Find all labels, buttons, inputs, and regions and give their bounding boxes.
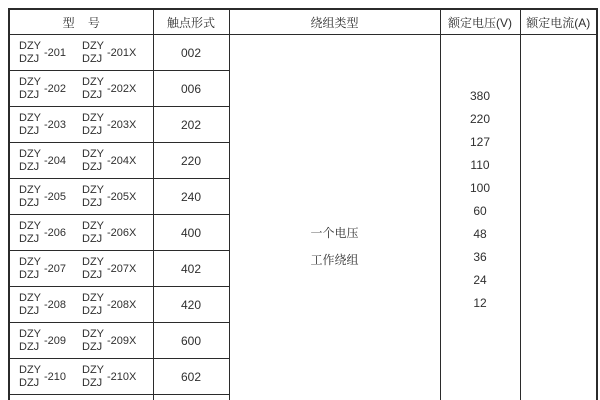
contact-form-cell: 602 xyxy=(153,359,229,395)
model-number: -209X xyxy=(107,334,137,347)
contact-form-cell: 600 xyxy=(153,323,229,359)
model-number: -210X xyxy=(107,370,137,383)
contact-form-cell xyxy=(153,395,229,400)
voltage-value: 24 xyxy=(473,273,487,287)
model-series-top: DZY xyxy=(82,39,104,52)
model-group-variant xyxy=(82,112,145,138)
model-series-stack xyxy=(19,292,41,318)
header-rated-current: 额定电流(A) xyxy=(520,9,597,35)
model-cell-content xyxy=(10,71,153,106)
model-series-stack xyxy=(19,364,41,390)
model-series-bottom: DZJ xyxy=(82,52,103,65)
model-number: -208 xyxy=(44,298,67,311)
model-series-stack xyxy=(82,40,104,66)
model-series-top: DZY xyxy=(19,147,41,160)
model-number: -202X xyxy=(107,82,137,95)
model-series-top: DZY xyxy=(82,327,104,340)
winding-type-line: 工作绕组 xyxy=(310,253,359,267)
model-number: -209 xyxy=(44,334,67,347)
model-cell xyxy=(9,323,153,359)
voltage-value: 100 xyxy=(469,181,491,195)
model-series-bottom: DZJ xyxy=(82,376,103,389)
model-series-stack xyxy=(19,40,41,66)
header-row xyxy=(9,9,597,35)
model-series-bottom: DZJ xyxy=(82,160,103,173)
model-number: -204X xyxy=(107,154,137,167)
voltage-value: 110 xyxy=(470,158,490,172)
model-number: -208X xyxy=(107,298,137,311)
model-number: -205X xyxy=(107,190,137,203)
model-cell-content xyxy=(10,287,153,322)
model-series-bottom: DZJ xyxy=(19,124,40,137)
model-series-top: DZY xyxy=(19,183,41,196)
model-cell xyxy=(9,71,153,107)
model-cell-content xyxy=(10,359,153,394)
model-series-stack xyxy=(82,328,104,354)
model-group-variant xyxy=(82,256,145,282)
model-series-stack xyxy=(82,364,104,390)
model-series-top: DZY xyxy=(19,363,41,376)
header-rated-voltage: 额定电压(V) xyxy=(440,9,520,35)
model-series-stack xyxy=(82,256,104,282)
model-group xyxy=(19,328,82,354)
voltage-value: 380 xyxy=(469,89,491,103)
header-model: 型 号 xyxy=(9,9,153,35)
model-series-stack xyxy=(19,112,41,138)
contact-form-cell: 240 xyxy=(153,179,229,215)
header-contact-form: 触点形式 xyxy=(153,9,229,35)
model-series-stack xyxy=(19,328,41,354)
model-cell xyxy=(9,215,153,251)
model-series-top: DZY xyxy=(82,363,104,376)
model-group-variant xyxy=(82,220,145,246)
model-series-top: DZY xyxy=(82,75,104,88)
table-body xyxy=(9,35,597,400)
model-group-variant xyxy=(82,184,145,210)
model-series-bottom: DZJ xyxy=(19,88,40,101)
model-series-stack xyxy=(82,220,104,246)
model-cell-content xyxy=(10,35,153,70)
model-series-stack xyxy=(19,76,41,102)
model-number: -203X xyxy=(107,118,137,131)
model-number: -204 xyxy=(44,154,67,167)
model-series-top: DZY xyxy=(82,219,104,232)
model-series-stack xyxy=(82,112,104,138)
model-series-top: DZY xyxy=(82,111,104,124)
model-group-variant xyxy=(82,292,145,318)
model-group xyxy=(19,364,82,390)
model-group xyxy=(19,40,82,66)
contact-form-cell: 006 xyxy=(153,71,229,107)
model-series-top: DZY xyxy=(19,111,41,124)
voltage-value: 60 xyxy=(473,204,487,218)
model-number: -203 xyxy=(44,118,67,131)
model-group xyxy=(19,220,82,246)
model-series-top: DZY xyxy=(19,291,41,304)
model-series-top: DZY xyxy=(19,255,41,268)
model-group xyxy=(19,112,82,138)
model-series-stack xyxy=(82,76,104,102)
model-number: -201X xyxy=(107,46,137,59)
model-series-top: DZY xyxy=(19,39,41,52)
model-series-top: DZY xyxy=(82,255,104,268)
model-group xyxy=(19,76,82,102)
model-series-top: DZY xyxy=(19,75,41,88)
contact-form-cell: 220 xyxy=(153,143,229,179)
model-group-variant xyxy=(82,76,145,102)
model-series-bottom: DZJ xyxy=(82,304,103,317)
model-number: -207 xyxy=(44,262,67,275)
model-series-bottom: DZJ xyxy=(82,124,103,137)
model-number: -206X xyxy=(107,226,137,239)
header-winding-type: 绕组类型 xyxy=(229,9,440,35)
model-number: -201 xyxy=(44,46,67,59)
model-series-bottom: DZJ xyxy=(19,232,40,245)
model-number: -210 xyxy=(44,370,67,383)
model-cell xyxy=(9,251,153,287)
model-cell-content xyxy=(10,215,153,250)
model-series-bottom: DZJ xyxy=(82,232,103,245)
model-group xyxy=(19,256,82,282)
voltage-value: 36 xyxy=(473,250,487,264)
model-cell-content xyxy=(10,179,153,214)
model-series-bottom: DZJ xyxy=(82,268,103,281)
model-cell xyxy=(9,107,153,143)
voltage-value: 220 xyxy=(469,112,491,126)
table-row xyxy=(9,35,597,71)
model-series-stack xyxy=(19,148,41,174)
model-cell xyxy=(9,179,153,215)
voltage-list xyxy=(441,35,520,315)
model-series-stack xyxy=(19,220,41,246)
model-group xyxy=(19,148,82,174)
model-series-bottom: DZJ xyxy=(82,196,103,209)
model-cell xyxy=(9,35,153,71)
voltage-value: 127 xyxy=(469,135,491,149)
winding-type-cell xyxy=(229,35,440,400)
voltage-value: 12 xyxy=(473,296,487,310)
model-series-top: DZY xyxy=(82,291,104,304)
rated-voltage-cell xyxy=(440,35,520,400)
contact-form-cell: 400 xyxy=(153,215,229,251)
model-series-top: DZY xyxy=(19,219,41,232)
model-number: -206 xyxy=(44,226,67,239)
model-number: -205 xyxy=(44,190,67,203)
model-number: -202 xyxy=(44,82,67,95)
model-group-variant xyxy=(82,40,145,66)
contact-form-cell: 420 xyxy=(153,287,229,323)
model-series-stack xyxy=(82,292,104,318)
model-series-bottom: DZJ xyxy=(19,268,40,281)
model-series-top: DZY xyxy=(19,327,41,340)
model-cell-content xyxy=(10,323,153,358)
model-cell xyxy=(9,287,153,323)
model-series-bottom: DZJ xyxy=(19,340,40,353)
rated-current-cell xyxy=(520,35,597,400)
model-series-bottom: DZJ xyxy=(19,196,40,209)
model-number: -207X xyxy=(107,262,137,275)
relay-spec-table xyxy=(8,8,598,400)
model-group xyxy=(19,184,82,210)
model-series-bottom: DZJ xyxy=(19,52,40,65)
model-series-bottom: DZJ xyxy=(19,376,40,389)
model-series-bottom: DZJ xyxy=(19,160,40,173)
winding-type-text xyxy=(230,35,440,268)
winding-type-line: 一个电压 xyxy=(310,226,359,240)
model-series-stack xyxy=(82,148,104,174)
model-cell-content xyxy=(10,107,153,142)
model-group-variant xyxy=(82,328,145,354)
model-series-top: DZY xyxy=(82,183,104,196)
model-group xyxy=(19,292,82,318)
model-series-bottom: DZJ xyxy=(82,340,103,353)
model-series-stack xyxy=(19,184,41,210)
contact-form-cell: 202 xyxy=(153,107,229,143)
model-cell xyxy=(9,143,153,179)
model-group-variant xyxy=(82,364,145,390)
model-series-stack xyxy=(82,184,104,210)
voltage-value: 48 xyxy=(473,227,487,241)
contact-form-cell: 402 xyxy=(153,251,229,287)
model-group-variant xyxy=(82,148,145,174)
model-cell xyxy=(9,395,153,400)
model-series-top: DZY xyxy=(82,147,104,160)
model-series-bottom: DZJ xyxy=(19,304,40,317)
model-series-bottom: DZJ xyxy=(82,88,103,101)
contact-form-cell: 002 xyxy=(153,35,229,71)
model-cell xyxy=(9,359,153,395)
model-series-stack xyxy=(19,256,41,282)
model-cell-content xyxy=(10,143,153,178)
model-cell-content xyxy=(10,251,153,286)
